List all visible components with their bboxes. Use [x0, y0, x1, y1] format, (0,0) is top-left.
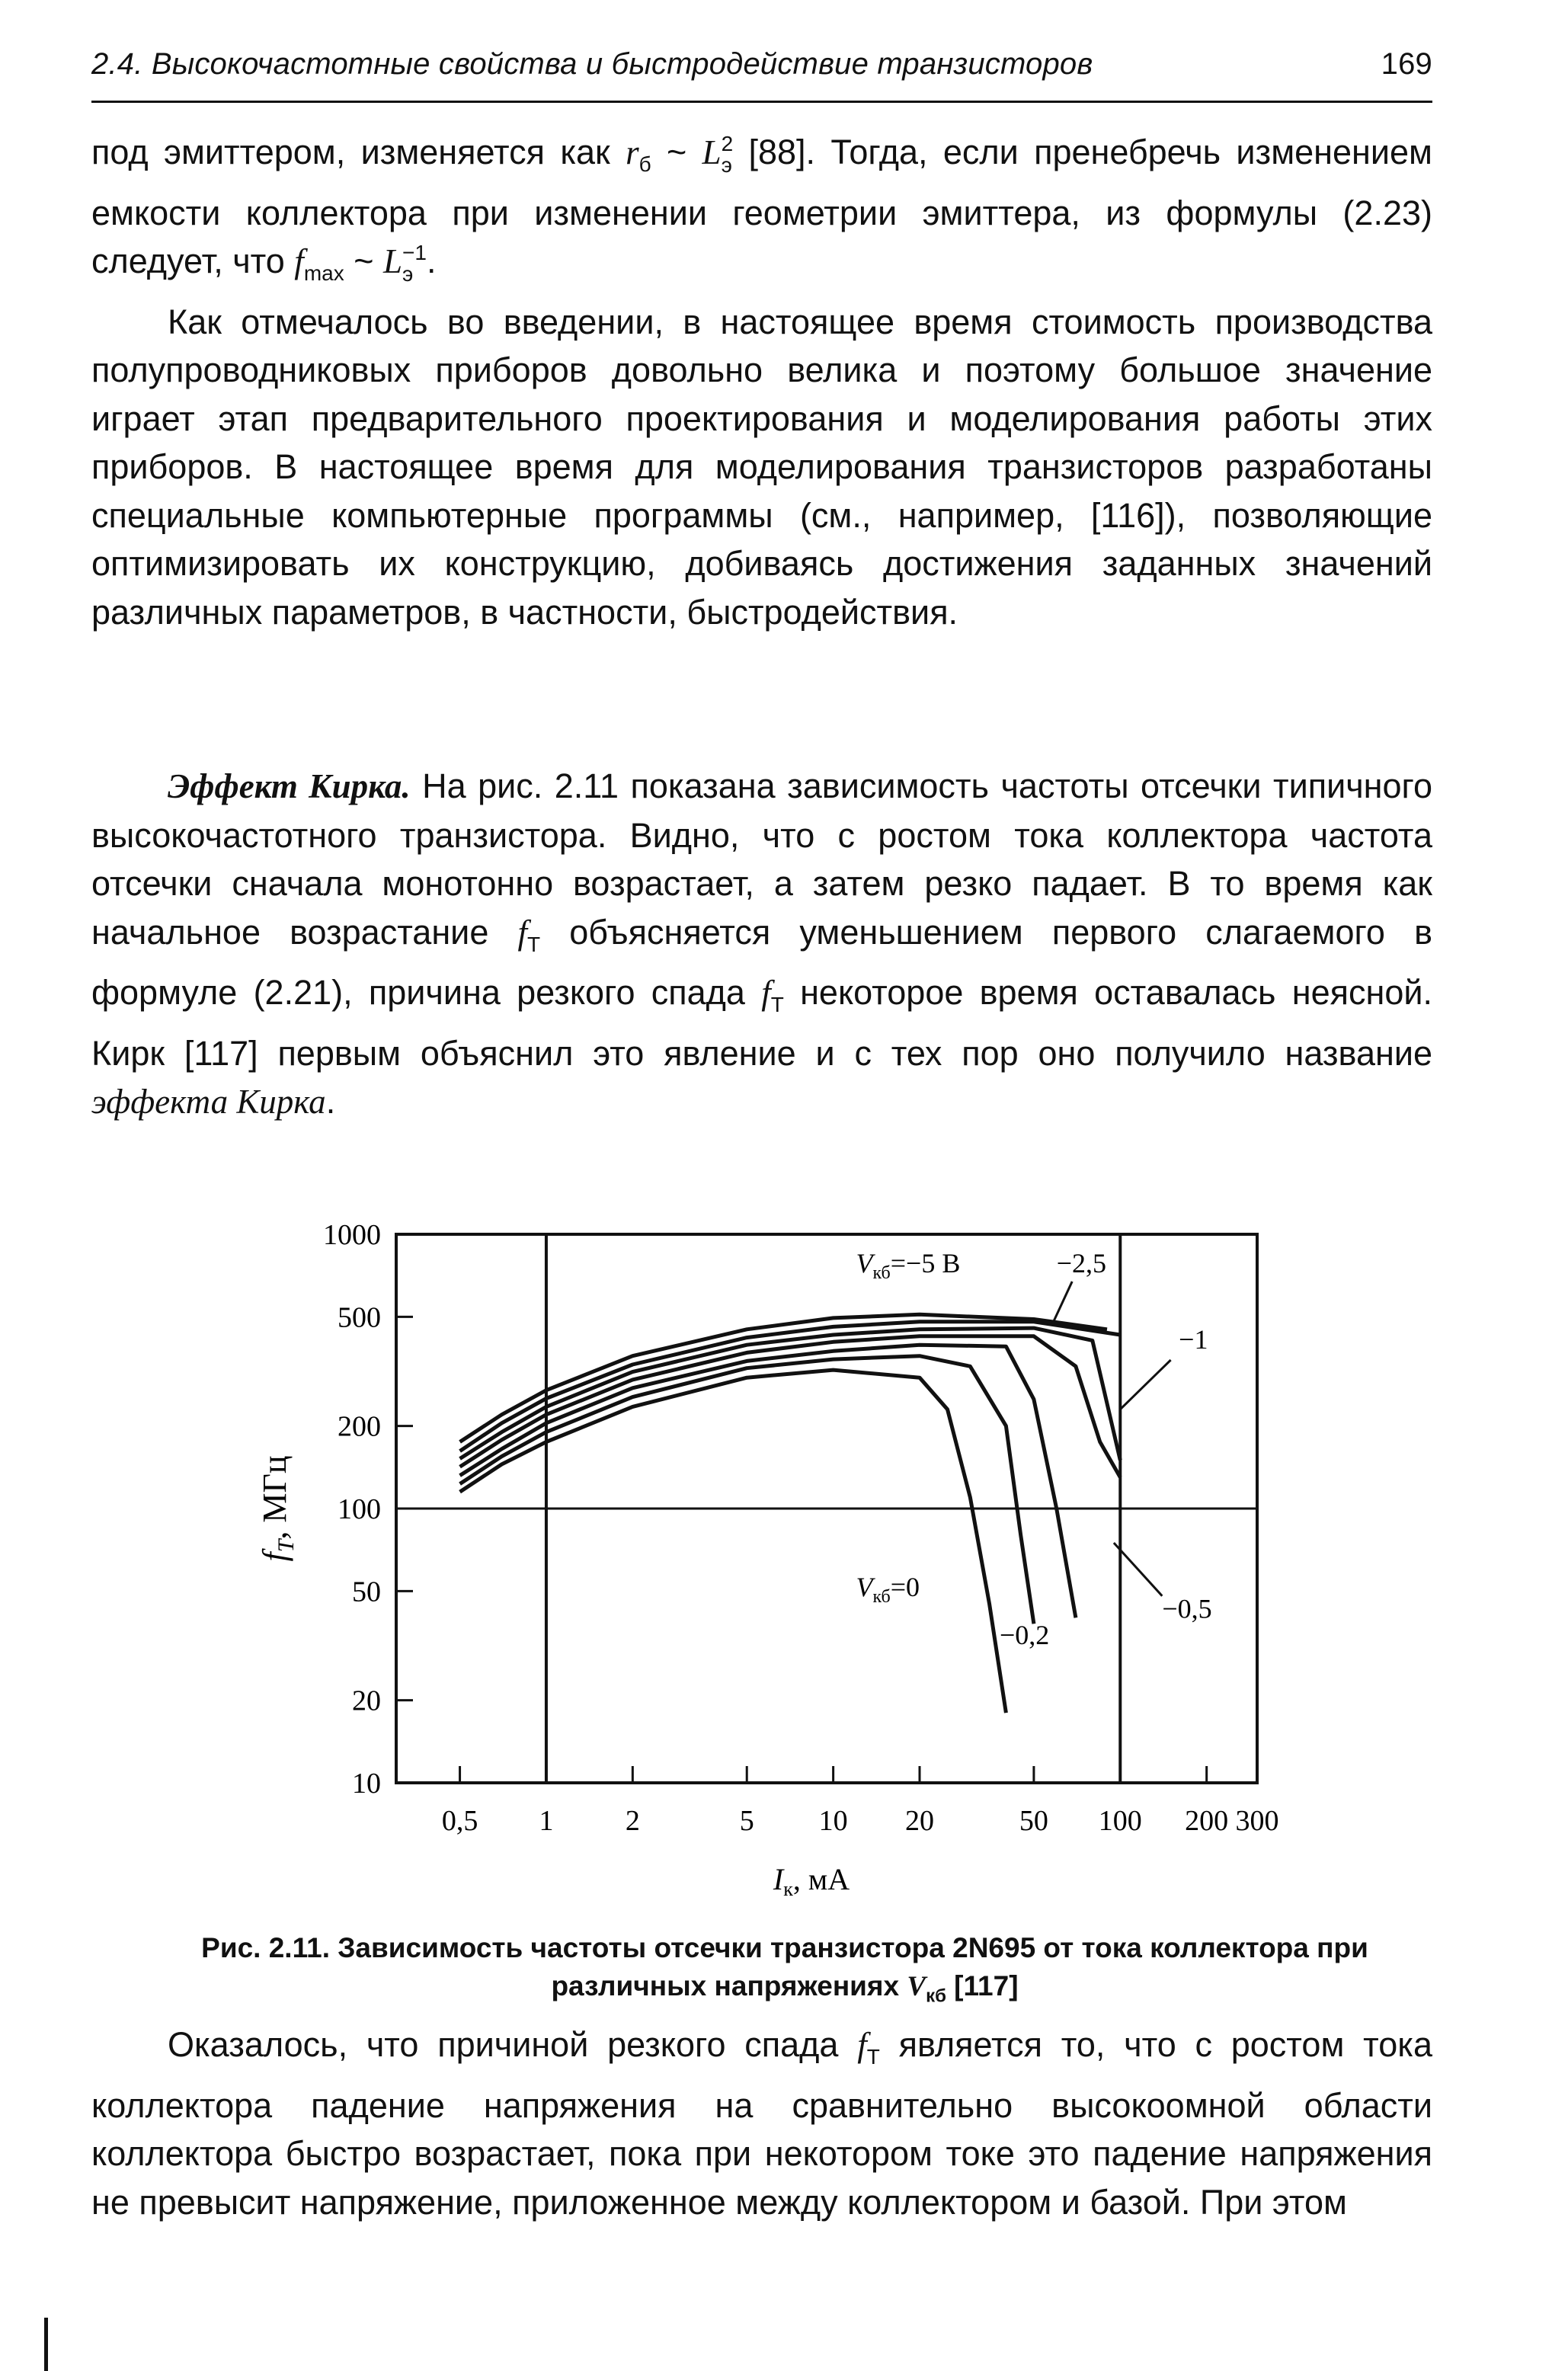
- x-tick-label: 100: [1098, 1805, 1142, 1837]
- run-in-heading: Эффект Кирка.: [168, 767, 411, 805]
- chart-grid: [396, 1234, 1257, 1783]
- x-tick-label: 1: [539, 1805, 554, 1837]
- leader-minus1: [1120, 1360, 1170, 1409]
- label-minus2-5: −2,5: [1056, 1248, 1107, 1278]
- x-tick-label: 2: [625, 1805, 640, 1837]
- y-tick-label: 200: [338, 1410, 381, 1443]
- paragraph-1: под эмиттером, изменяется как $r_б$ ~ L 2 э [88]. Тогда, если пренебречь изменением емкости коллектора при изменении геометрии эмиттера, из формулы (2.23) следует, что $f_{max}$ ~ L −1 э .: [91, 132, 1432, 286]
- y-tick-label: 20: [352, 1685, 381, 1717]
- y-tick-label: 100: [338, 1493, 381, 1525]
- text-block-kirk: [91, 762, 1432, 1127]
- y-tick-label: 50: [352, 1576, 381, 1608]
- x-tick-label: 20: [905, 1805, 935, 1837]
- x-tick-label: 0,5: [441, 1805, 478, 1837]
- x-tick-label: 300: [1235, 1805, 1279, 1837]
- text-block-bottom: [91, 2021, 1432, 2226]
- header-rule: [91, 101, 1432, 103]
- y-tick-label: 10: [352, 1768, 381, 1800]
- figure-2-11-chart: [229, 1204, 1356, 1905]
- label-vkb-minus5: $V_{кб}=-5$ В: [856, 1248, 961, 1283]
- x-tick-label: 10: [818, 1805, 848, 1837]
- text-block-top: [91, 128, 1432, 636]
- running-header: [91, 47, 1432, 82]
- label-vkb-0: $V_{кб}=0$: [856, 1571, 920, 1607]
- header-title: 2.4. Высокочастотные свойства и быстродействие транзисторов: [91, 47, 1093, 81]
- chart-ticks: [323, 1219, 1279, 1837]
- x-tick-label: 50: [1019, 1805, 1048, 1837]
- leader-minus2-5: [1052, 1281, 1072, 1324]
- page-number: 169: [1381, 47, 1432, 81]
- x-axis-label: $I_к$, мА: [773, 1862, 850, 1900]
- chart-curves: [460, 1314, 1121, 1713]
- label-minus0-5: −0,5: [1162, 1593, 1212, 1624]
- label-minus1: −1: [1179, 1324, 1208, 1355]
- y-axis-label: $f_T$, МГц: [256, 1455, 299, 1562]
- paragraph-3: Эффект Кирка. На рис. 2.11 показана зависимость частоты отсечки типичного высокочастотного транзистора. Видно, что с ростом тока коллектора частота отсечки сначала монотонно возрастает, а затем резко падает. В то время как начальное возрастание $f_T$ объясняется уменьшением первого слагаемого в формуле (2.21), причина резкого спада $f_T$ некоторое время оставалась неясной. Кирк [117] первым объяснил это явление и с тех пор оно получило название эффекта Кирка.: [91, 766, 1432, 1121]
- paragraph-2: Как отмечалось во введении, в настоящее время стоимость производства полупроводниковых приборов довольно велика и поэтому большое значение играет этап предварительного проектирования и моделирования работы этих приборов. В настоящее время для моделирования транзисторов разработаны специальные компьютерные программы (см., например, [116]), позволяющие оптимизировать их конструкцию, добиваясь достижения заданных значений различных параметров, в частности, быстродействия.: [91, 302, 1432, 632]
- x-tick-label: 200: [1185, 1805, 1229, 1837]
- x-tick-label: 5: [739, 1805, 754, 1837]
- y-tick-label: 500: [338, 1301, 381, 1334]
- margin-mark: [44, 2318, 48, 2371]
- caption-label: Рис. 2.11.: [201, 1932, 330, 1963]
- curve-0: [460, 1370, 1006, 1713]
- figure-caption: Рис. 2.11. Зависимость частоты отсечки транзистора 2N695 от тока коллектора при различных напряжениях $V_{кб}$ [117]: [201, 1932, 1368, 2007]
- label-minus0-2: −0,2: [1000, 1620, 1050, 1651]
- y-tick-label: 1000: [323, 1219, 381, 1251]
- paragraph-4: Оказалось, что причиной резкого спада $f_T$ является то, что с ростом тока коллектора падение напряжения на сравнительно высокоомной области коллектора быстро возрастает, пока при некотором токе это падение напряжения не превысит напряжение, приложенное между коллектором и базой. При этом: [91, 2025, 1432, 2222]
